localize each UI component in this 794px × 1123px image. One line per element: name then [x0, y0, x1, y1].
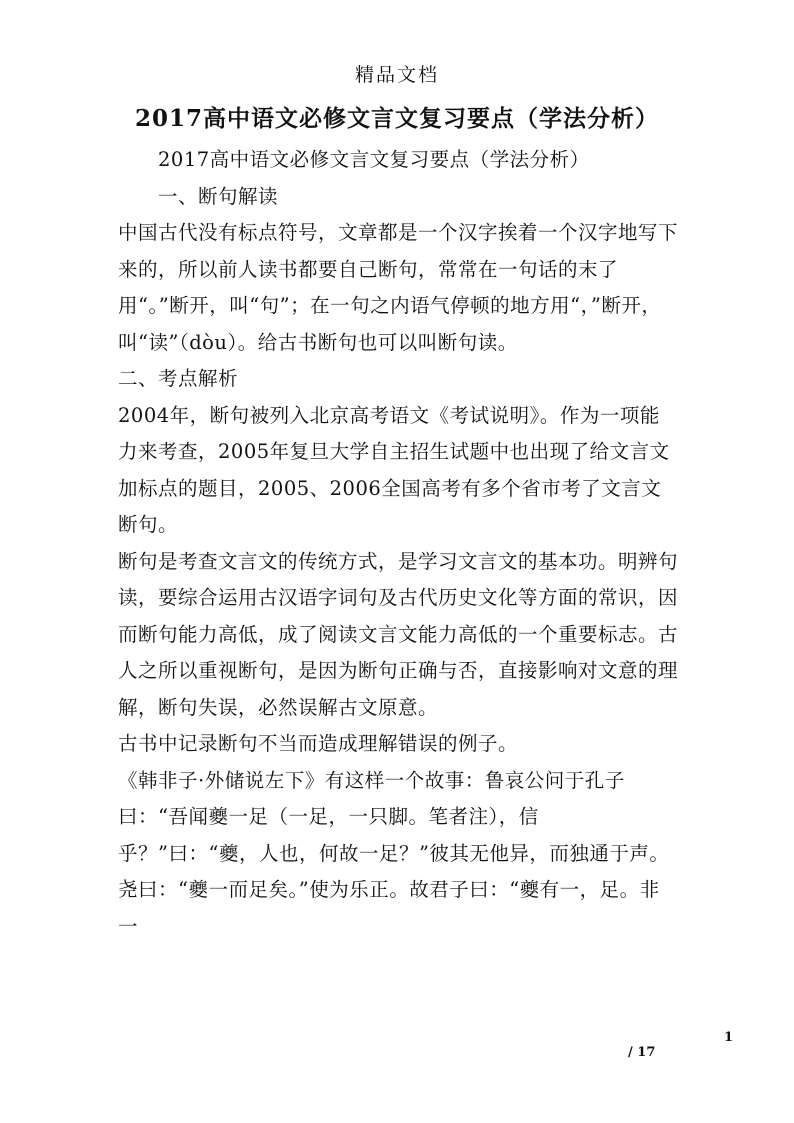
subtitle-paragraph: 2017高中语文必修文言文复习要点（学法分析） — [158, 148, 590, 171]
page-total: / 17 — [628, 1045, 656, 1060]
paragraph: 《韩非子·外储说左下》有这样一个故事：鲁哀公问于孔子曰：“吾闻夔一足（一足，一只脚。笔者注），信乎？”曰：“夔，人也，何故一足？”彼其无他异，而独通于声。尧曰：“夔一而足矣。”使为乐正。故君子曰：“夔有一，足。非一 — [118, 768, 670, 938]
paragraph: 2004年，断句被列入北京高考语文《考试说明》。作为一项能力来考查，2005年复旦大学自主招生试题中也出现了给文言文加标点的题目，2005、2006全国高考有多个省市考了文言文断句。 — [118, 403, 670, 536]
page-number: 1 — [724, 1030, 734, 1045]
document-body — [118, 142, 678, 945]
document-header: 精品文档 — [354, 64, 439, 86]
paragraph: 中国古代没有标点符号，文章都是一个汉字挨着一个汉字地写下来的，所以前人读书都要自己断句，常常在一句话的末了用“。”断开，叫“句”；在一句之内语气停顿的地方用“，”断开，叫“读”（dòu）。给古书断句也可以叫断句读。 — [118, 221, 679, 354]
document-title: 2017高中语文必修文言文复习要点（学法分析） — [134, 105, 659, 132]
paragraph: 断句是考查文言文的传统方式，是学习文言文的基本功。明辨句读，要综合运用古汉语字词句及古代历史文化等方面的常识，因而断句能力高低，成了阅读文言文能力高低的一个重要标志。古人之所以重视断句，是因为断句正确与否，直接影响对文意的理解，断句失误，必然误解古文原意。 — [118, 549, 679, 719]
paragraph: 古书中记录断句不当而造成理解错误的例子。 — [118, 732, 519, 755]
section-heading-1: 一、断句解读 — [158, 184, 279, 208]
section-heading-2: 二、考点解析 — [118, 367, 239, 390]
